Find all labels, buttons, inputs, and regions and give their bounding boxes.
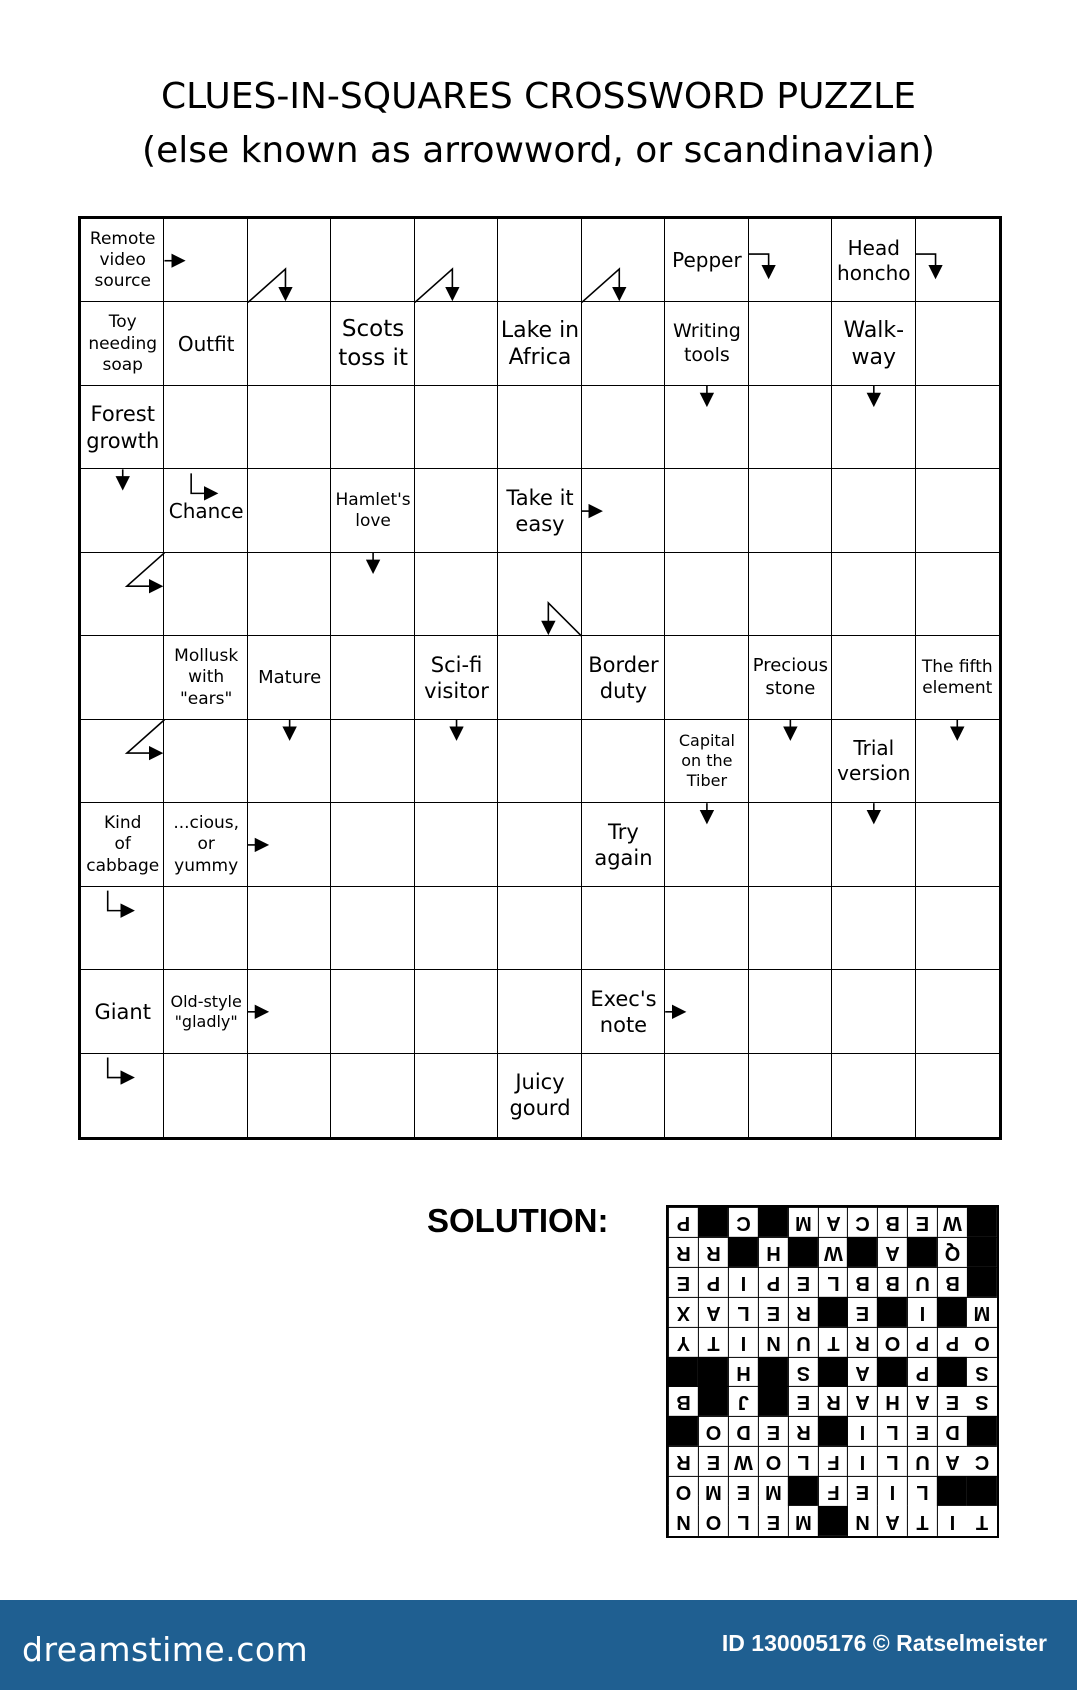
solution-letter: A [877, 1237, 907, 1267]
solution-letter: W [728, 1446, 758, 1476]
solution-letter: E [907, 1416, 937, 1446]
solution-letter: H [877, 1386, 907, 1416]
solution-letter: L [818, 1267, 848, 1297]
solution-letter: R [668, 1446, 698, 1476]
grid-cell[interactable] [916, 1054, 999, 1137]
solution-letter: I [847, 1446, 877, 1476]
clue-text: The fifth element [921, 656, 993, 698]
solution-letter: U [907, 1267, 937, 1297]
grid-cell[interactable] [415, 219, 498, 302]
grid-cell[interactable] [582, 219, 665, 302]
grid-cell[interactable] [498, 970, 581, 1053]
solution-letter: L [877, 1416, 907, 1446]
footer-bar [0, 1600, 1077, 1690]
grid-cell[interactable] [665, 803, 748, 886]
solution-letter: A [818, 1207, 848, 1237]
solution-letter: N [847, 1506, 877, 1536]
clue-text: Giant [94, 999, 151, 1024]
solution-letter: E [847, 1476, 877, 1506]
solution-letter: E [758, 1506, 788, 1536]
solution-letter: O [668, 1476, 698, 1506]
clue-text: Border duty [588, 652, 659, 703]
solution-letter: E [907, 1207, 937, 1237]
grid-cell[interactable] [916, 469, 999, 552]
grid-cell[interactable] [832, 553, 915, 636]
solution-block [758, 1386, 788, 1416]
grid-cell[interactable] [832, 803, 915, 886]
grid-cell[interactable] [916, 219, 999, 302]
grid-cell[interactable] [832, 1054, 915, 1137]
solution-letter: P [758, 1267, 788, 1297]
grid-cell[interactable] [248, 970, 331, 1053]
solution-letter: M [758, 1476, 788, 1506]
grid-cell[interactable] [749, 803, 832, 886]
grid-cell[interactable] [248, 1054, 331, 1137]
grid-cell[interactable] [749, 970, 832, 1053]
solution-block [788, 1476, 818, 1506]
grid-cell[interactable] [582, 469, 665, 552]
grid-cell[interactable] [498, 636, 581, 719]
grid-cell[interactable] [81, 720, 164, 803]
grid-cell[interactable] [81, 553, 164, 636]
solution-letter: F [818, 1476, 848, 1506]
solution-letter: B [877, 1267, 907, 1297]
footer-logo: dreamstime.com [22, 1630, 309, 1669]
solution-letter: L [728, 1506, 758, 1536]
solution-letter: Y [668, 1327, 698, 1357]
grid-cell[interactable] [248, 803, 331, 886]
grid-cell[interactable] [749, 386, 832, 469]
grid-cell[interactable] [498, 219, 581, 302]
solution-letter: T [975, 1510, 989, 1533]
solution-letter: E [728, 1476, 758, 1506]
grid-cell[interactable] [164, 553, 247, 636]
solution-letter: E [668, 1267, 698, 1297]
solution-letter: I [847, 1416, 877, 1446]
solution-block [967, 1267, 997, 1297]
solution-letter: E [788, 1386, 818, 1416]
solution-letter: F [818, 1446, 848, 1476]
solution-block [668, 1416, 698, 1446]
grid-cell[interactable] [916, 553, 999, 636]
clue-text: Remote video source [89, 228, 156, 292]
solution-letter: C [967, 1446, 997, 1476]
grid-cell[interactable] [582, 720, 665, 803]
solution-letter: I [728, 1267, 758, 1297]
solution-block [967, 1237, 997, 1267]
grid-cell[interactable] [331, 386, 414, 469]
grid-cell[interactable] [331, 219, 414, 302]
grid-cell[interactable] [415, 1054, 498, 1137]
solution-letter: Q [937, 1237, 967, 1267]
solution-letter: E [847, 1297, 877, 1327]
grid-cell[interactable] [415, 469, 498, 552]
grid-cell[interactable] [415, 386, 498, 469]
solution-block [818, 1416, 848, 1446]
solution-letter: E [937, 1386, 967, 1416]
solution-block [698, 1386, 728, 1416]
grid-cell[interactable] [498, 887, 581, 970]
grid-cell[interactable] [331, 887, 414, 970]
solution-block [967, 1476, 997, 1506]
solution-letter: I [728, 1327, 758, 1357]
crossword-grid [78, 216, 1002, 1140]
grid-cell[interactable] [832, 636, 915, 719]
solution-letter: M [967, 1297, 997, 1327]
solution-letter: C [847, 1207, 877, 1237]
clue-text: Kind of cabbage [86, 813, 160, 876]
grid-cell[interactable] [916, 720, 999, 803]
solution-block [668, 1357, 698, 1387]
clue-text: Writing tools [672, 320, 741, 367]
grid-cell[interactable] [498, 553, 581, 636]
grid-cell[interactable] [415, 803, 498, 886]
grid-cell[interactable] [81, 636, 164, 719]
grid-cell[interactable] [916, 970, 999, 1053]
clue-text: Take it easy [506, 485, 574, 537]
grid-cell[interactable] [749, 469, 832, 552]
grid-cell[interactable] [832, 887, 915, 970]
clue-text: Precious stone [752, 655, 829, 699]
solution-letter: L [907, 1476, 937, 1506]
grid-cell[interactable] [749, 553, 832, 636]
grid-cell[interactable] [164, 887, 247, 970]
solution-letter: A [937, 1446, 967, 1476]
grid-cell[interactable] [749, 1054, 832, 1137]
grid-cell[interactable] [916, 803, 999, 886]
solution-letter: M [788, 1506, 818, 1536]
solution-letter: I [877, 1476, 907, 1506]
footer-credit: ID 130005176 © Ratselmeister [721, 1630, 1047, 1656]
grid-cell[interactable] [164, 219, 247, 302]
solution-letter: B [847, 1267, 877, 1297]
grid-cell[interactable] [665, 636, 748, 719]
grid-cell[interactable] [665, 553, 748, 636]
grid-cell[interactable] [916, 302, 999, 385]
grid-cell[interactable] [415, 302, 498, 385]
grid-cell[interactable] [415, 887, 498, 970]
solution-letter: I [937, 1506, 967, 1536]
solution-letter: T [818, 1327, 848, 1357]
solution-letter: A [877, 1506, 907, 1536]
grid-cell[interactable] [749, 219, 832, 302]
clue-text: Mollusk with "ears" [174, 646, 239, 709]
solution-label: SOLUTION: [427, 1202, 609, 1239]
grid-cell[interactable] [749, 302, 832, 385]
solution-letter: P [698, 1267, 728, 1297]
solution-block [758, 1357, 788, 1387]
grid-cell[interactable] [164, 720, 247, 803]
solution-letter: B [668, 1386, 698, 1416]
grid-cell[interactable] [331, 803, 414, 886]
solution-letter: T [907, 1506, 937, 1536]
solution-letter: D [728, 1416, 758, 1446]
solution-grid [666, 1205, 999, 1538]
solution-letter: L [728, 1297, 758, 1327]
grid-cell[interactable] [498, 720, 581, 803]
solution-letter: D [937, 1416, 967, 1446]
grid-cell[interactable] [248, 887, 331, 970]
clue-text: ...cious, or yummy [173, 813, 240, 876]
grid-cell[interactable] [331, 720, 414, 803]
grid-cell[interactable] [164, 386, 247, 469]
solution-block [818, 1506, 848, 1536]
solution-letter: O [967, 1327, 997, 1357]
solution-letter: X [668, 1297, 698, 1327]
grid-cell[interactable] [916, 887, 999, 970]
grid-cell[interactable] [415, 970, 498, 1053]
solution-letter: S [967, 1386, 997, 1416]
solution-letter: L [788, 1446, 818, 1476]
grid-cell[interactable] [164, 1054, 247, 1137]
solution-block [937, 1357, 967, 1387]
solution-letter: I [907, 1297, 937, 1327]
solution-letter: M [788, 1207, 818, 1237]
solution-letter: U [788, 1327, 818, 1357]
solution-letter: N [668, 1506, 698, 1536]
grid-cell[interactable] [331, 553, 414, 636]
clue-text: Walk- way [843, 317, 905, 371]
solution-letter: N [758, 1327, 788, 1357]
clue-text: Chance [168, 498, 244, 523]
clue-text: Old-style "gladly" [170, 991, 242, 1031]
clue-text: Try again [594, 819, 653, 870]
grid-cell[interactable] [415, 720, 498, 803]
clue-text: Juicy gourd [509, 1070, 571, 1121]
grid-cell[interactable] [582, 887, 665, 970]
solution-letter: E [758, 1416, 788, 1446]
solution-letter: S [967, 1357, 997, 1387]
solution-letter: S [788, 1357, 818, 1387]
grid-cell[interactable] [749, 720, 832, 803]
grid-cell[interactable] [81, 469, 164, 552]
solution-letter: U [907, 1446, 937, 1476]
grid-cell[interactable] [665, 469, 748, 552]
solution-letter: J [728, 1386, 758, 1416]
grid-cell[interactable] [916, 386, 999, 469]
solution-letter: E [758, 1297, 788, 1327]
clue-text: Trial version [837, 736, 911, 786]
grid-cell[interactable] [832, 469, 915, 552]
solution-block [818, 1357, 848, 1387]
solution-letter: H [728, 1357, 758, 1387]
solution-letter: R [788, 1297, 818, 1327]
grid-cell[interactable] [832, 386, 915, 469]
grid-cell[interactable] [248, 219, 331, 302]
grid-cell[interactable] [331, 636, 414, 719]
grid-cell[interactable] [665, 386, 748, 469]
clue-text: Outfit [177, 331, 235, 356]
clue-text: Capital on the Tiber [678, 731, 735, 791]
puzzle-title: CLUES-IN-SQUARES CROSSWORD PUZZLE [161, 76, 916, 117]
solution-letter: O [758, 1446, 788, 1476]
grid-cell[interactable] [582, 1054, 665, 1137]
grid-cell[interactable] [248, 720, 331, 803]
grid-cell[interactable] [415, 553, 498, 636]
grid-cell[interactable] [498, 386, 581, 469]
clue-text: Hamlet's love [335, 489, 411, 532]
solution-letter: E [788, 1267, 818, 1297]
solution-letter: H [758, 1237, 788, 1267]
solution-block [698, 1207, 728, 1237]
solution-letter: M [698, 1476, 728, 1506]
grid-cell[interactable] [582, 553, 665, 636]
solution-block [967, 1207, 997, 1237]
solution-letter: A [907, 1386, 937, 1416]
solution-letter: W [937, 1207, 967, 1237]
grid-cell[interactable] [248, 469, 331, 552]
clue-text: Head honcho [837, 235, 911, 285]
puzzle-subtitle: (else known as arrowword, or scandinavian) [142, 130, 935, 171]
grid-cell[interactable] [248, 302, 331, 385]
grid-cell[interactable] [331, 1054, 414, 1137]
solution-letter: R [788, 1416, 818, 1446]
solution-letter: P [937, 1327, 967, 1357]
grid-cell[interactable] [331, 970, 414, 1053]
solution-letter: W [818, 1237, 848, 1267]
solution-letter: O [877, 1327, 907, 1357]
solution-block [937, 1476, 967, 1506]
grid-cell[interactable] [749, 887, 832, 970]
solution-letter: A [847, 1357, 877, 1387]
solution-letter: C [728, 1207, 758, 1237]
clue-text: Exec's note [590, 986, 657, 1037]
grid-cell[interactable] [665, 887, 748, 970]
clue-text: Pepper [672, 248, 742, 273]
clue-text: Mature [258, 666, 322, 688]
solution-letter: A [847, 1386, 877, 1416]
solution-letter: L [877, 1446, 907, 1476]
solution-letter: E [698, 1446, 728, 1476]
clue-text: Sci-fi visitor [424, 652, 489, 703]
grid-cell[interactable] [248, 386, 331, 469]
solution-block [728, 1237, 758, 1267]
solution-block [847, 1237, 877, 1267]
grid-cell[interactable] [248, 553, 331, 636]
solution-block [698, 1357, 728, 1387]
solution-block [907, 1237, 937, 1267]
solution-letter: O [698, 1416, 728, 1446]
grid-cell[interactable] [665, 1054, 748, 1137]
solution-letter: T [698, 1327, 728, 1357]
solution-block [877, 1357, 907, 1387]
solution-block [937, 1297, 967, 1327]
grid-cell[interactable] [81, 1054, 164, 1137]
solution-block [818, 1297, 848, 1327]
solution-block [877, 1297, 907, 1327]
grid-cell[interactable] [582, 386, 665, 469]
clue-text: Forest growth [86, 402, 160, 453]
solution-letter: B [877, 1207, 907, 1237]
solution-letter: P [668, 1207, 698, 1237]
clue-text: Toy needing soap [88, 312, 158, 375]
solution-letter: O [698, 1506, 728, 1536]
solution-letter: R [668, 1237, 698, 1267]
clue-text: Scots toss it [338, 316, 408, 372]
solution-block [788, 1237, 818, 1267]
solution-letter: B [937, 1267, 967, 1297]
solution-letter: R [847, 1327, 877, 1357]
solution-letter: P [907, 1357, 937, 1387]
solution-letter: A [698, 1297, 728, 1327]
solution-letter: P [907, 1327, 937, 1357]
solution-block [967, 1416, 997, 1446]
grid-cell[interactable] [81, 887, 164, 970]
grid-cell[interactable] [498, 803, 581, 886]
grid-cell[interactable] [832, 970, 915, 1053]
grid-cell[interactable] [582, 302, 665, 385]
solution-letter: R [698, 1237, 728, 1267]
solution-letter: R [818, 1386, 848, 1416]
solution-block [758, 1207, 788, 1237]
clue-text: Lake in Africa [500, 317, 580, 371]
grid-cell[interactable] [665, 970, 748, 1053]
